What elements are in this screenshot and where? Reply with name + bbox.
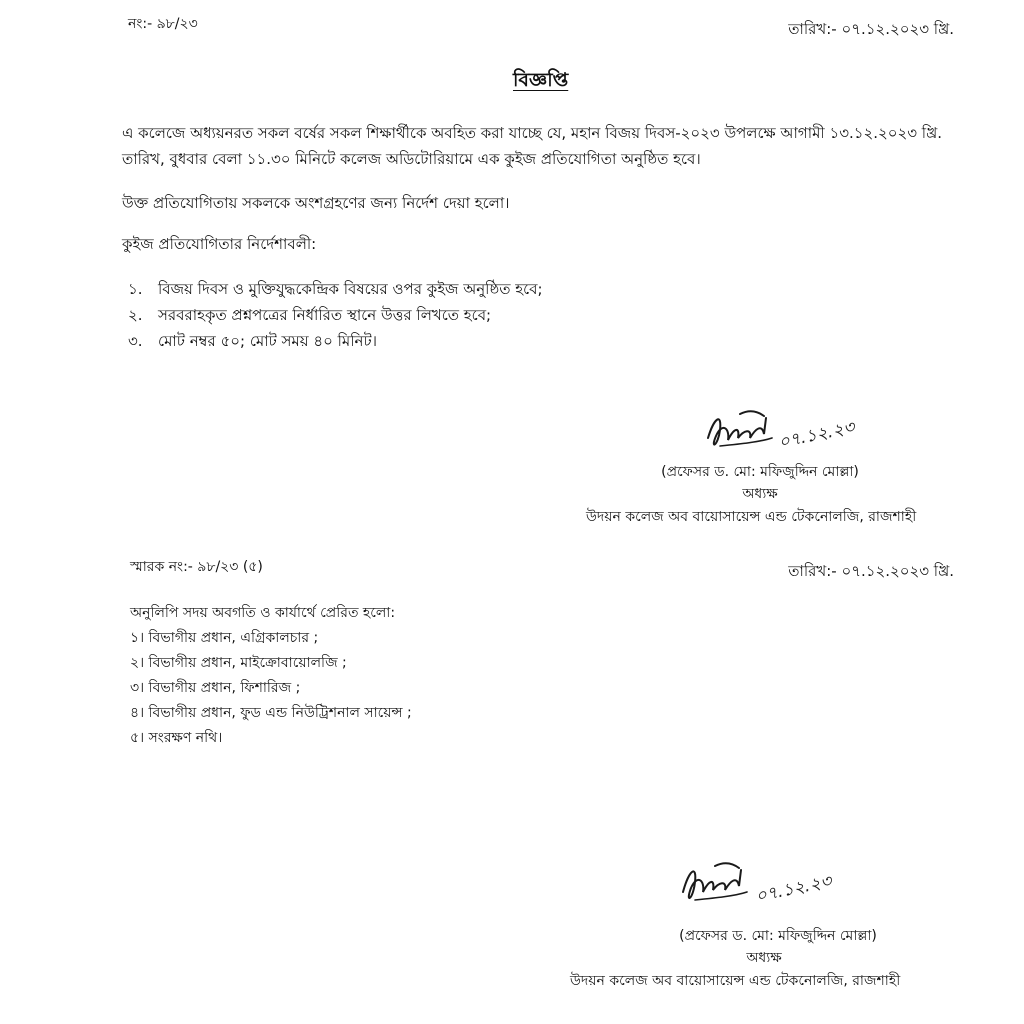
instruction-item-1: [128, 278, 543, 300]
instruction-number: ৩.: [128, 332, 143, 350]
signature-date: ০৭.১২.২৩: [753, 871, 834, 907]
recipient-item-1: ১। বিভাগীয় প্রধান, এগ্রিকালচার ;: [130, 630, 319, 646]
instruction-item-3: [128, 330, 377, 352]
instruction-text: মোট নম্বর ৫০; মোট সময় ৪০ মিনিট।: [158, 332, 378, 350]
instruction-number: ২.: [128, 306, 143, 324]
handwritten-signature: [675, 848, 855, 918]
institution-name: উদয়ন কলেজ অব বায়োসায়েন্স এন্ড টেকনোলজি, রাজশাহী: [570, 973, 901, 989]
copy-memo-number: স্মারক নং:- ৯৮/২৩ (৫): [130, 559, 263, 575]
signatory-designation: অধ্যক্ষ: [746, 950, 782, 966]
instruction-text: সরবরাহকৃত প্রশ্নপত্রের নির্ধারিত স্থানে উত্তর লিখতে হবে;: [158, 306, 492, 324]
instructions-heading: কুইজ প্রতিযোগিতার নির্দেশাবলী:: [122, 235, 317, 253]
memo-number: নং:- ৯৮/২৩: [128, 16, 198, 32]
instruction-number: ১.: [128, 280, 143, 298]
recipient-item-5: ৫। সংরক্ষণ নথি।: [130, 730, 223, 746]
copy-heading: অনুলিপি সদয় অবগতি ও কার্যার্থে প্রেরিত হলো:: [130, 605, 396, 621]
recipient-item-2: ২। বিভাগীয় প্রধান, মাইক্রোবায়োলজি ;: [130, 655, 347, 671]
notice-paragraph-2: উক্ত প্রতিযোগিতায় সকলকে অংশগ্রহণের জন্য নির্দেশ দেয়া হলো।: [122, 194, 510, 212]
recipient-item-3: ৩। বিভাগীয় প্রধান, ফিশারিজ ;: [130, 680, 301, 696]
signature-date: ০৭.১২.২৩: [776, 417, 857, 453]
signatory-designation: অধ্যক্ষ: [742, 486, 778, 502]
signatory-name: (প্রফেসর ড. মো: মফিজুদ্দিন মোল্লা): [661, 464, 859, 480]
notice-paragraph-1: এ কলেজে অধ্যয়নরত সকল বর্ষের সকল শিক্ষার্থীকে অবহিত করা যাচ্ছে যে, মহান বিজয় দিবস-২০২৩ উপলক্ষে আগামী ১৩.১২.২০২৩ খ্রি. তারিখ, বুধবার বেলা ১১.৩০ মিনিটে কলেজ অডিটোরিয়ামে এক কুইজ প্রতিযোগিতা অনুষ্ঠিত হবে।: [122, 124, 942, 168]
handwritten-signature: [700, 398, 880, 464]
instruction-item-2: [128, 304, 491, 326]
institution-name: উদয়ন কলেজ অব বায়োসায়েন্স এন্ড টেকনোলজি, রাজশাহী: [586, 509, 917, 525]
copy-date: তারিখ:- ০৭.১২.২০২৩ খ্রি.: [788, 562, 954, 580]
memo-date: তারিখ:- ০৭.১২.২০২৩ খ্রি.: [788, 20, 954, 38]
signature-block-1: [620, 460, 900, 484]
recipient-item-4: ৪। বিভাগীয় প্রধান, ফুড এন্ড নিউট্রিশনাল সায়েন্স ;: [130, 705, 412, 721]
signature-block-2: [638, 924, 918, 948]
instruction-text: বিজয় দিবস ও মুক্তিযুদ্ধকেন্দ্রিক বিষয়ের ওপর কুইজ অনুষ্ঠিত হবে;: [158, 280, 543, 298]
notice-title: বিজ্ঞপ্তি: [513, 69, 569, 91]
signatory-name: (প্রফেসর ড. মো: মফিজুদ্দিন মোল্লা): [679, 928, 877, 944]
